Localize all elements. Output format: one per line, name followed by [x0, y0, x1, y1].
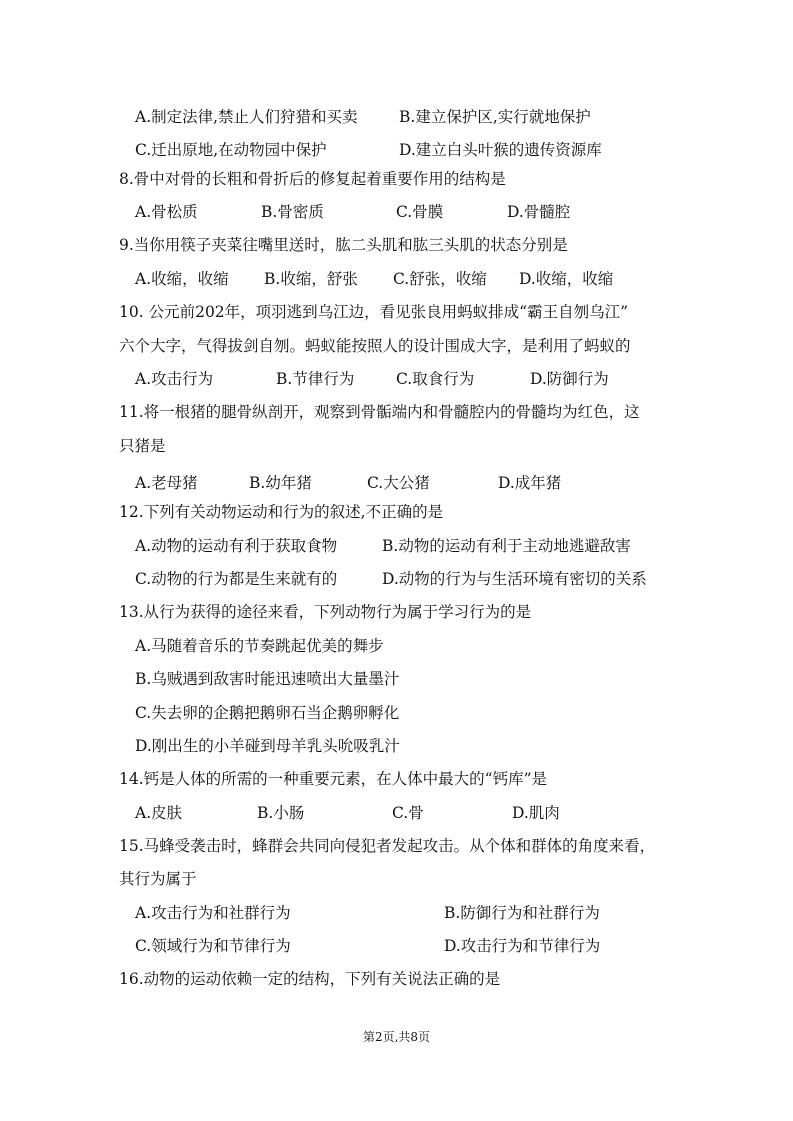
- q8-option-b: B.骨密质: [261, 203, 324, 221]
- q13-option-c: C.失去卵的企鹅把鹅卵石当企鹅卵孵化: [135, 704, 400, 722]
- q10-option-b: B.节律行为: [276, 370, 355, 388]
- q15-stem-line2: 其行为属于: [119, 870, 197, 888]
- q10-option-c: C.取食行为: [396, 370, 475, 388]
- q13-option-a: A.马随着音乐的节奏跳起优美的舞步: [135, 637, 384, 655]
- q9-stem: 9.当你用筷子夹菜往嘴里送时，肱二头肌和肱三头肌的状态分别是: [119, 236, 568, 254]
- q15-option-d: D.攻击行为和节律行为: [444, 937, 601, 955]
- q13-option-b: B.乌贼遇到敌害时能迅速喷出大量墨汁: [135, 670, 400, 688]
- q11-option-c: C.大公猪: [367, 474, 430, 492]
- q12-option-b: B.动物的运动有利于主动地逃避敌害: [382, 537, 631, 555]
- q9-option-a: A.收缩，收缩: [135, 270, 229, 288]
- q12-option-c: C.动物的行为都是生来就有的: [135, 570, 338, 588]
- q7-option-a: A.制定法律,禁止人们狩猎和买卖: [135, 108, 358, 126]
- q11-stem-line2: 只猪是: [119, 437, 166, 455]
- q14-option-d: D.肌肉: [512, 804, 560, 822]
- q12-option-d: D.动物的行为与生活环境有密切的关系: [382, 570, 647, 588]
- q7-option-d: D.建立白头叶猴的遗传资源库: [399, 141, 602, 159]
- q15-stem-line1: 15.马蜂受袭击时，蜂群会共同向侵犯者发起攻击。从个体和群体的角度来看，: [119, 837, 656, 855]
- q7-option-b: B.建立保护区,实行就地保护: [399, 108, 591, 126]
- q8-option-d: D.骨髓腔: [507, 203, 571, 221]
- q9-option-c: C.舒张，收缩: [393, 270, 487, 288]
- q8-stem: 8.骨中对骨的长粗和骨折后的修复起着重要作用的结构是: [119, 170, 506, 188]
- q16-stem: 16.动物的运动依赖一定的结构，下列有关说法正确的是: [119, 970, 501, 988]
- q14-option-a: A.皮肤: [135, 804, 183, 822]
- q12-option-a: A.动物的运动有利于获取食物: [135, 537, 338, 555]
- q12-stem: 12.下列有关动物运动和行为的叙述,不正确的是: [119, 503, 444, 521]
- q9-option-d: D.收缩，收缩: [519, 270, 614, 288]
- q10-option-a: A.攻击行为: [135, 370, 214, 388]
- q9-option-b: B.收缩，舒张: [264, 270, 358, 288]
- q14-option-c: C.骨: [392, 804, 424, 822]
- q10-option-d: D.防御行为: [530, 370, 609, 388]
- q15-option-b: B.防御行为和社群行为: [444, 904, 600, 922]
- q14-stem: 14.钙是人体的所需的一种重要元素，在人体中最大的“钙库”是: [119, 770, 548, 788]
- q14-option-b: B.小肠: [257, 804, 305, 822]
- q13-option-d: D.刚出生的小羊碰到母羊乳头吮吸乳汁: [135, 737, 400, 755]
- q10-stem-line2: 六个大字，气得拔剑自刎。蚂蚁能按照人的设计围成大字，是利用了蚂蚁的: [119, 337, 631, 355]
- q7-option-c: C.迁出原地,在动物园中保护: [135, 141, 327, 159]
- q13-stem: 13.从行为获得的途径来看，下列动物行为属于学习行为的是: [119, 603, 532, 621]
- page-number-footer: 第2页,共8页: [362, 1030, 431, 1044]
- q8-option-c: C.骨膜: [396, 203, 444, 221]
- q11-option-d: D.成年猪: [498, 474, 562, 492]
- q10-stem-line1: 10. 公元前202年，项羽逃到乌江边，看见张良用蚂蚁排成“霸王自刎乌江”: [119, 303, 629, 321]
- q15-option-a: A.攻击行为和社群行为: [135, 904, 291, 922]
- q11-stem-line1: 11.将一根猪的腿骨纵剖开，观察到骨骺端内和骨髓腔内的骨髓均为红色，这: [119, 403, 640, 421]
- q8-option-a: A.骨松质: [135, 203, 198, 221]
- q15-option-c: C.领域行为和节律行为: [135, 937, 291, 955]
- q11-option-b: B.幼年猪: [249, 474, 312, 492]
- q11-option-a: A.老母猪: [135, 474, 198, 492]
